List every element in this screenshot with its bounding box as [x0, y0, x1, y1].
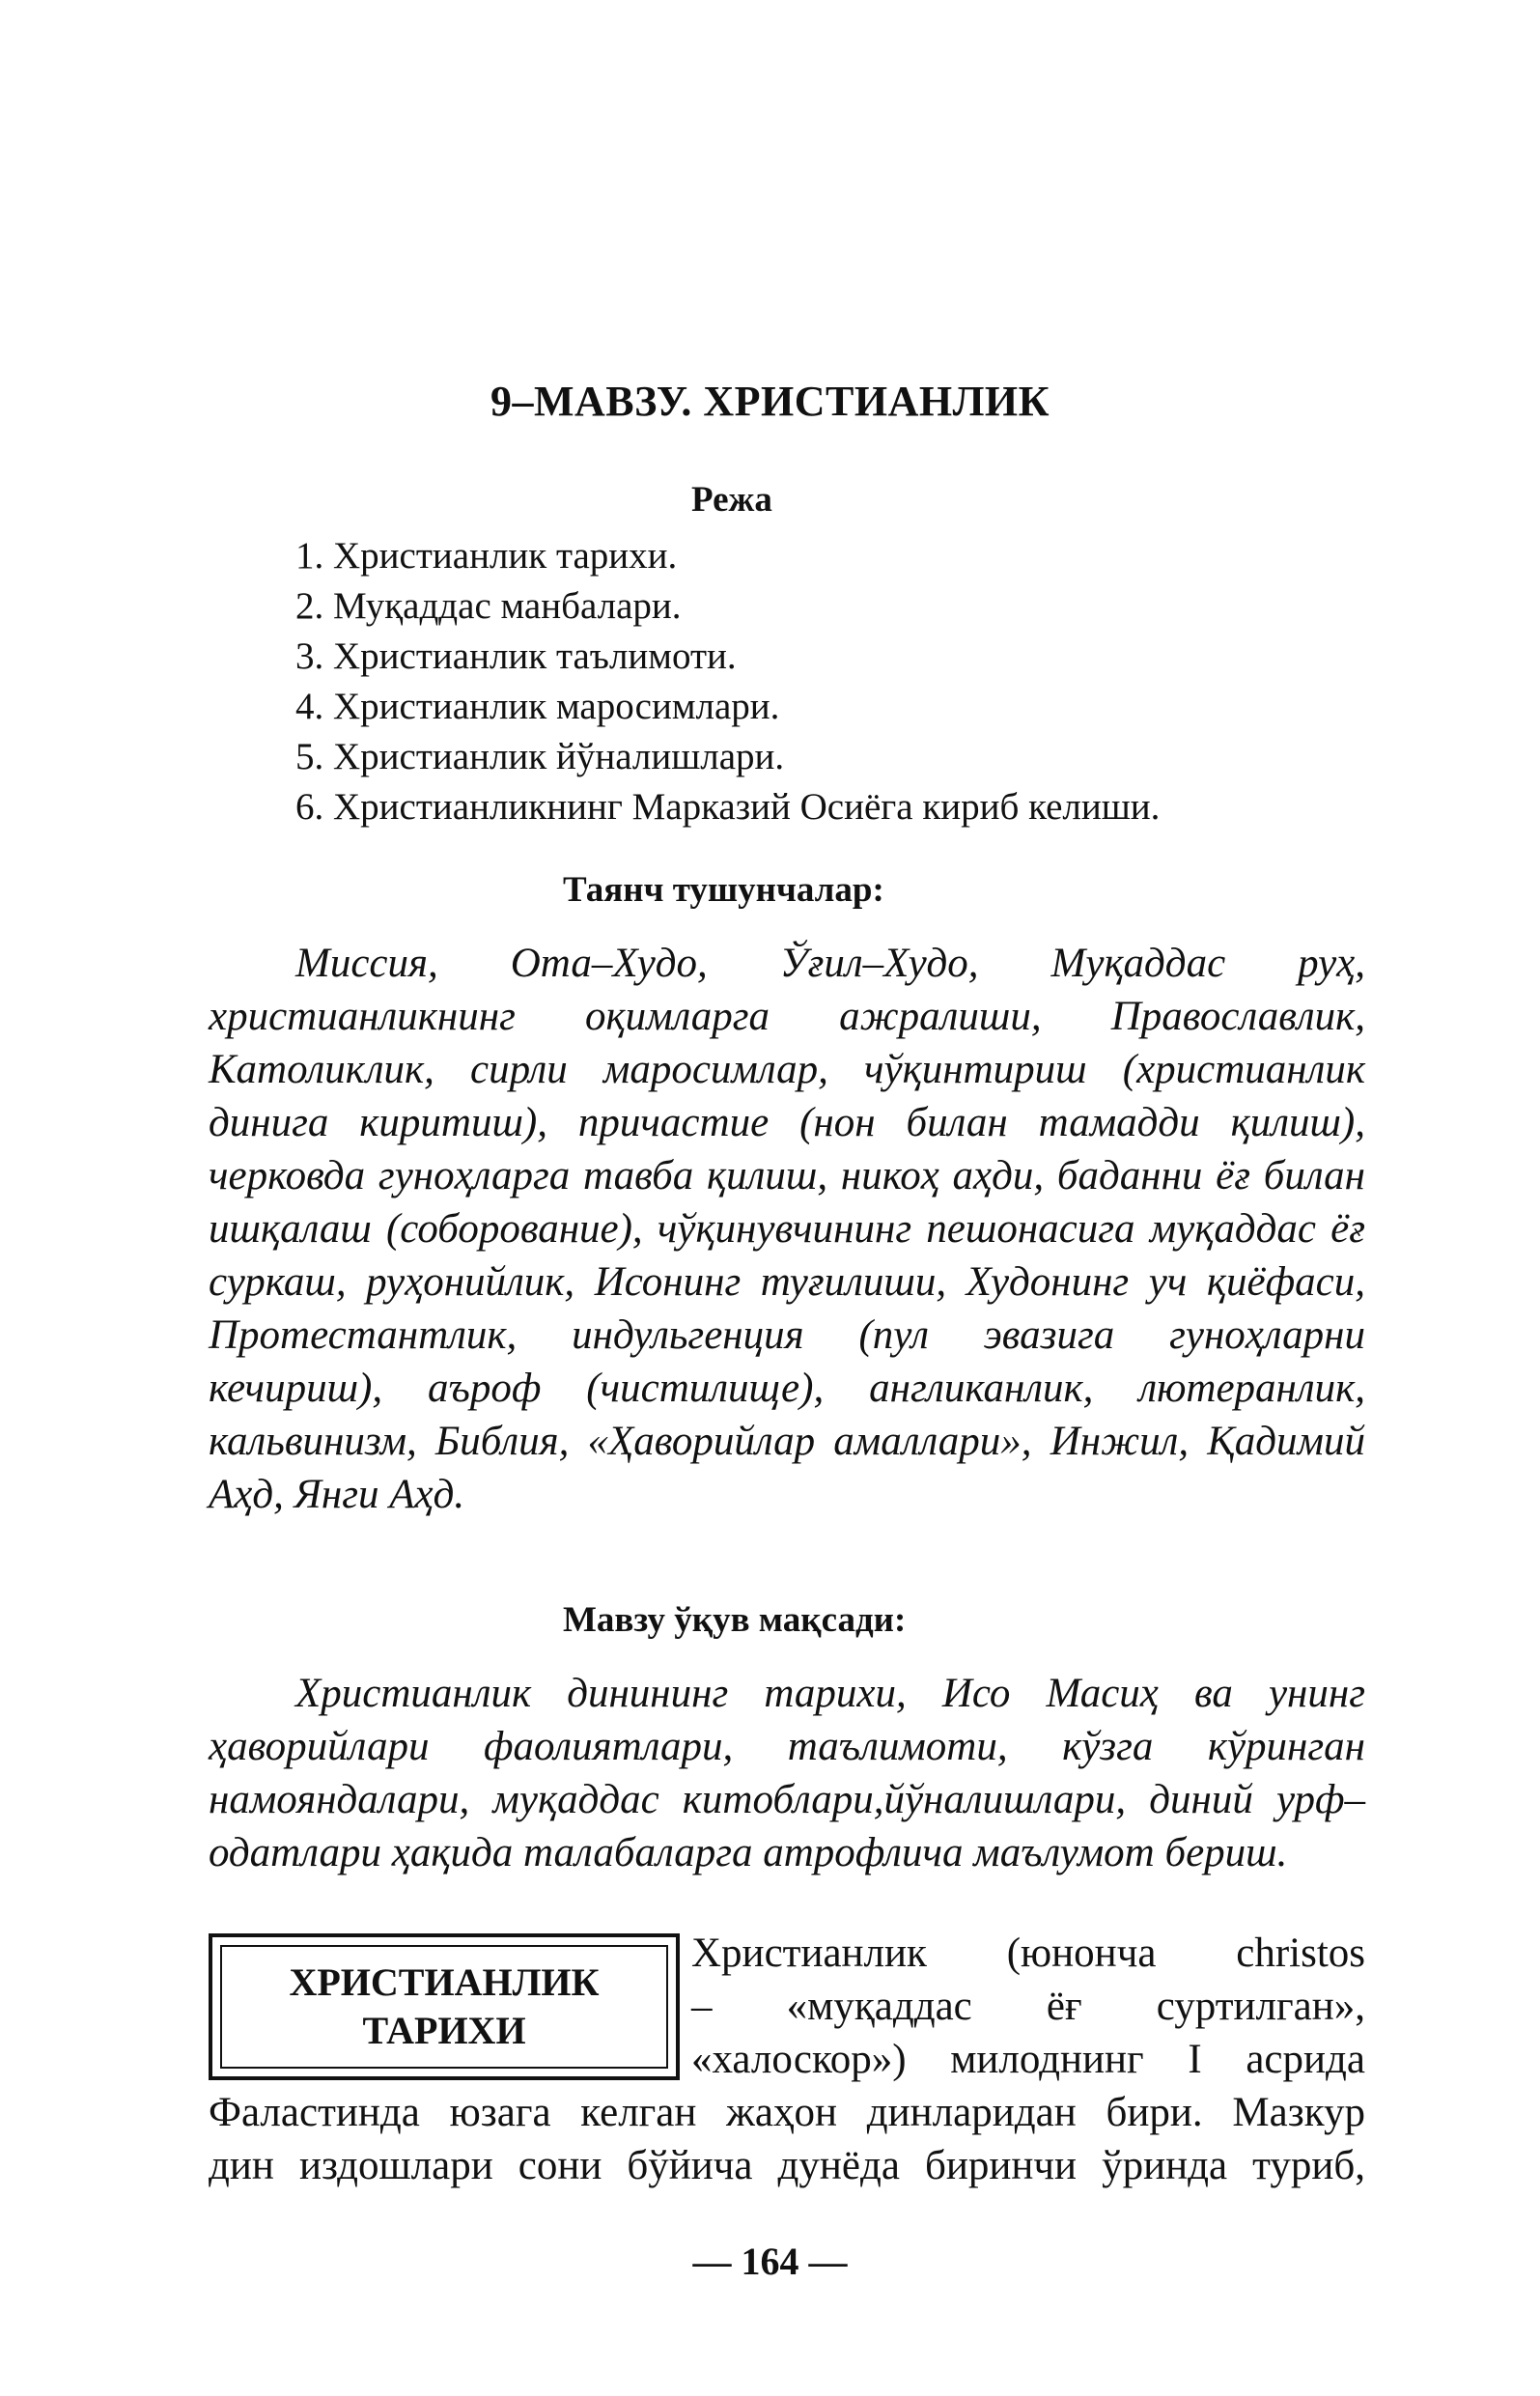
plan-item: 5. Христианлик йўналишлари. [295, 736, 785, 777]
plan-item: 1. Христианлик тарихи. [295, 535, 678, 577]
page-number: — 164 — [692, 2240, 848, 2283]
goal-text: Христианлик динининг тарихи, Исо Масиҳ ва унинг ҳаворийлари фаолиятлари, таълимоти, кўзга кўринган намояндалари, муқаддас китоблари,йўналишлари, диний урф–одатлари ҳақида талабаларга атрофлича маълумот бериш. [209, 1671, 1365, 1875]
plan-item: 3. Христианлик таълимоти. [295, 635, 737, 677]
section-title-line: ХРИСТИАНЛИК [289, 1960, 600, 2004]
section-intro-text [691, 1927, 1365, 2086]
plan-item: 2. Муқаддас манбалари. [295, 585, 682, 627]
section-title-line: ТАРИХИ [362, 2009, 526, 2052]
text-line: дин издошлари сони бўйича дунёда биринчи ўринда туриб, [209, 2143, 1365, 2188]
section-title-frame [220, 1945, 668, 2069]
text-line: Христианлик (юнонча christos [691, 1931, 1365, 1976]
text-line: – «муқаддас ёғ суртилган», [691, 1984, 1365, 2029]
plan-item: 4. Христианлик маросимлари. [295, 686, 780, 727]
plan-list [295, 531, 1160, 832]
goal-paragraph [209, 1667, 1365, 1879]
goal-heading: Мавзу ўқув мақсади: [563, 1600, 907, 1640]
concepts-text: Миссия, Ота–Худо, Ўғил–Худо, Муқаддас руҳ, христианликнинг оқимларга ажралиши, Православлик, Католиклик, сирли маросимлар, чўқинтириш (христианлик динига киритиш), причастие (нон билан тамадди қилиш), черковда гуноҳларга тавба қилиш, никоҳ аҳди, баданни ёғ билан ишқалаш (соборование), чўқинувчининг пешонасига муқаддас ёғ суркаш, руҳонийлик, Исонинг туғилиши, Худонинг уч қиёфаси, Протестантлик, индульгенция (пул эвазига гуноҳларни кечириш), аъроф (чистилище), англиканлик, лютеранлик, кальвинизм, Библия, «Ҳаворийлар амаллари», Инжил, Қадимий Аҳд, Янги Аҳд. [209, 941, 1365, 1517]
page-title: 9–МАВЗУ. ХРИСТИАНЛИК [490, 378, 1050, 425]
plan-heading: Режа [691, 480, 772, 520]
text-line: «халоскор») милоднинг I асрида [691, 2037, 1365, 2082]
plan-item: 6. Христианликнинг Марказий Осиёга кириб келиши. [295, 786, 1161, 828]
concepts-paragraph [209, 937, 1365, 1521]
concepts-heading: Таянч тушунчалар: [563, 870, 884, 910]
text-line: Фаластинда юзага келган жаҳон динларидан бири. Мазкур [209, 2090, 1365, 2135]
section-title-box [209, 1933, 680, 2080]
section-body-text [209, 2086, 1365, 2192]
